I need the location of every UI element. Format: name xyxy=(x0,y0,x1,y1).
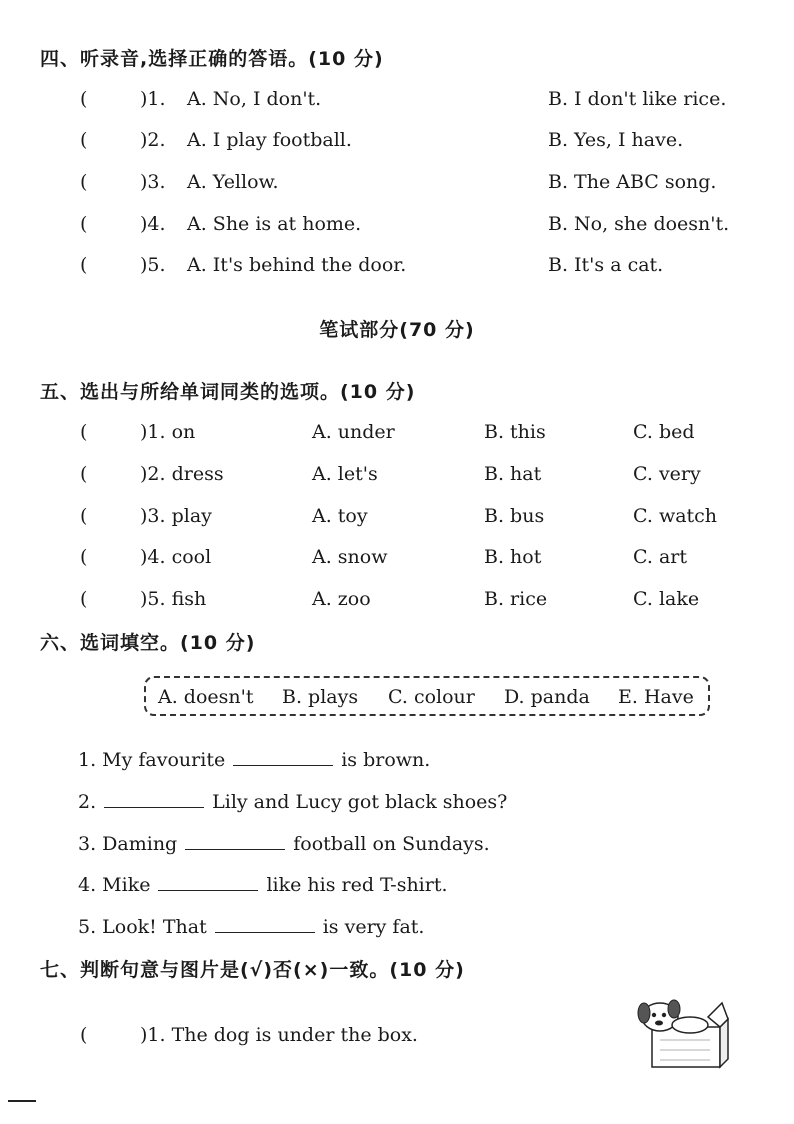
option-b: B. rice xyxy=(484,588,548,610)
option-a: A. under xyxy=(312,421,395,443)
answer-paren: ( xyxy=(80,254,88,276)
fill-sentence xyxy=(78,747,430,771)
fill-sentence xyxy=(78,831,490,855)
question-number: )4. xyxy=(140,213,166,235)
section-4-title: 四、听录音,选择正确的答语。(10 分) xyxy=(40,48,384,70)
option-b: B. It's a cat. xyxy=(548,254,664,276)
option-b: B. The ABC song. xyxy=(548,171,717,193)
option-b: B. bus xyxy=(484,505,545,527)
page-edge-mark xyxy=(8,1100,36,1102)
word-option: E. Have xyxy=(618,686,694,708)
question-row xyxy=(0,129,794,159)
answer-blank[interactable] xyxy=(215,914,315,933)
written-part-heading: 笔试部分(70 分) xyxy=(319,319,475,341)
sentence-end: like his red T-shirt. xyxy=(266,874,448,896)
question-number: )5. xyxy=(140,254,166,276)
option-b: B. this xyxy=(484,421,546,443)
fill-sentence xyxy=(78,914,424,938)
word-option: C. colour xyxy=(388,686,475,708)
answer-blank[interactable] xyxy=(104,789,204,808)
question-row xyxy=(0,546,794,576)
option-a: A. zoo xyxy=(312,588,371,610)
question-row xyxy=(0,588,794,618)
question-word: )2. dress xyxy=(140,463,224,485)
option-b: B. I don't like rice. xyxy=(548,88,727,110)
answer-paren: ( xyxy=(80,421,88,443)
question-word: )4. cool xyxy=(140,546,212,568)
sentence-start: 2. xyxy=(78,791,97,813)
question-word: )1. on xyxy=(140,421,196,443)
word-option: B. plays xyxy=(282,686,359,708)
word-bank-box xyxy=(144,676,710,716)
sentence-end: is brown. xyxy=(341,749,431,771)
question-row xyxy=(0,421,794,451)
sentence-end: football on Sundays. xyxy=(293,833,490,855)
fill-sentence xyxy=(78,872,448,896)
option-b: B. Yes, I have. xyxy=(548,129,684,151)
sentence-end: is very fat. xyxy=(322,916,425,938)
question-number: )2. xyxy=(140,129,166,151)
question-sentence: )1. The dog is under the box. xyxy=(140,1024,418,1046)
answer-paren: ( xyxy=(80,88,88,110)
question-row xyxy=(0,463,794,493)
option-a: A. No, I don't. xyxy=(187,88,322,110)
sentence-start: 5. Look! That xyxy=(78,916,207,938)
option-a: A. snow xyxy=(312,546,388,568)
question-row xyxy=(0,88,794,118)
sentence-start: 4. Mike xyxy=(78,874,151,896)
option-c: C. watch xyxy=(633,505,718,527)
option-c: C. very xyxy=(633,463,701,485)
answer-blank[interactable] xyxy=(185,831,285,850)
question-row xyxy=(0,213,794,243)
option-b: B. No, she doesn't. xyxy=(548,213,730,235)
question-number: )3. xyxy=(140,171,166,193)
section-6-title: 六、选词填空。(10 分) xyxy=(40,632,256,654)
section-5-title: 五、选出与所给单词同类的选项。(10 分) xyxy=(40,381,416,403)
answer-paren: ( xyxy=(80,505,88,527)
answer-blank[interactable] xyxy=(158,872,258,891)
sentence-start: 3. Daming xyxy=(78,833,178,855)
dog-in-box-picture xyxy=(630,995,730,1073)
option-a: A. toy xyxy=(312,505,368,527)
option-c: C. art xyxy=(633,546,687,568)
question-row xyxy=(0,254,794,284)
answer-paren: ( xyxy=(80,546,88,568)
option-a: A. let's xyxy=(312,463,378,485)
sentence-end: Lily and Lucy got black shoes? xyxy=(212,791,508,813)
option-a: A. She is at home. xyxy=(187,213,362,235)
fill-sentence xyxy=(78,789,507,813)
word-option: D. panda xyxy=(504,686,590,708)
answer-paren: ( xyxy=(80,463,88,485)
option-a: A. I play football. xyxy=(187,129,352,151)
option-b: B. hat xyxy=(484,463,542,485)
question-row xyxy=(0,505,794,535)
question-word: )3. play xyxy=(140,505,212,527)
answer-paren: ( xyxy=(80,588,88,610)
section-7-title: 七、判断句意与图片是(√)否(×)一致。(10 分) xyxy=(40,959,465,981)
answer-paren: ( xyxy=(80,1024,88,1046)
option-a: A. Yellow. xyxy=(187,171,279,193)
answer-paren: ( xyxy=(80,213,88,235)
answer-blank[interactable] xyxy=(233,747,333,766)
question-word: )5. fish xyxy=(140,588,207,610)
option-a: A. It's behind the door. xyxy=(187,254,407,276)
sentence-start: 1. My favourite xyxy=(78,749,226,771)
option-b: B. hot xyxy=(484,546,542,568)
question-row xyxy=(0,171,794,201)
answer-paren: ( xyxy=(80,129,88,151)
option-c: C. bed xyxy=(633,421,695,443)
question-number: )1. xyxy=(140,88,166,110)
word-option: A. doesn't xyxy=(158,686,254,708)
answer-paren: ( xyxy=(80,171,88,193)
option-c: C. lake xyxy=(633,588,700,610)
